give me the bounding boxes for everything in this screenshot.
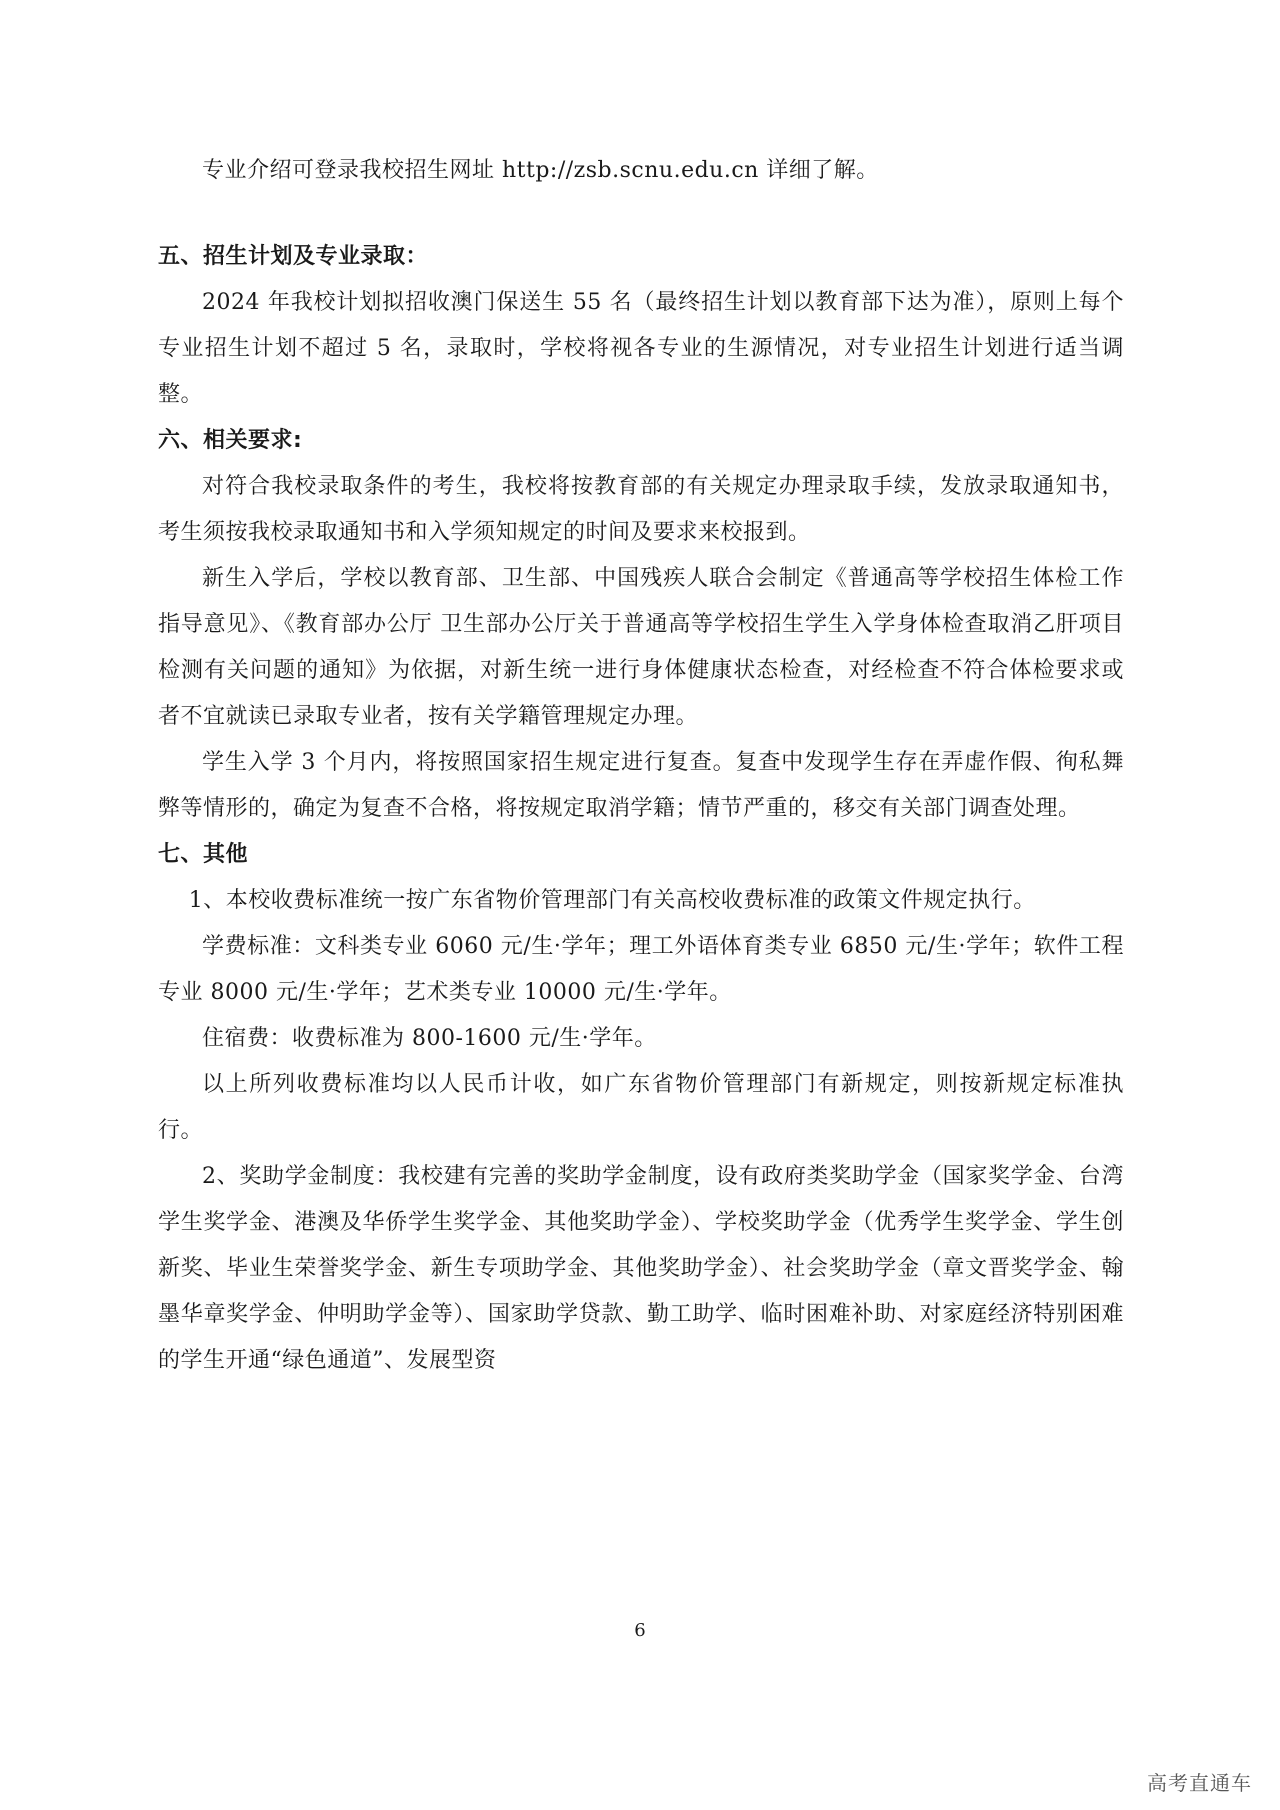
section-7-paragraph-3: 住宿费：收费标准为 800-1600 元/生·学年。 bbox=[202, 1026, 657, 1051]
watermark-text: 高考直通车 bbox=[1147, 1771, 1252, 1795]
section-7-paragraph-2: 学费标准：文科类专业 6060 元/生·学年；理工外语体育类专业 6850 元/生·学年；软件工程专业 8000 元/生·学年；艺术类专业 10000 元/生·学年。 bbox=[158, 934, 1124, 1005]
section-7-paragraph-5: 2、奖助学金制度：我校建有完善的奖助学金制度，设有政府类奖助学金（国家奖学金、台湾学生奖学金、港澳及华侨学生奖学金、其他奖助学金）、学校奖助学金（优秀学生奖学金、学生创新奖、毕业生荣誉奖学金、新生专项助学金、其他奖助学金）、社会奖助学金（章文晋奖学金、翰墨华章奖学金、仲明助学金等）、国家助学贷款、勤工助学、临时困难补助、对家庭经济特别困难的学生开通“绿色通道”、发展型资 bbox=[158, 1164, 1124, 1373]
section-7-paragraph-4: 以上所列收费标准均以人民币计收，如广东省物价管理部门有新规定，则按新规定标准执行。 bbox=[158, 1072, 1124, 1143]
section-7-heading: 七、其他 bbox=[158, 842, 249, 867]
intro-paragraph: 专业介绍可登录我校招生网址 http://zsb.scnu.edu.cn 详细了解。 bbox=[202, 158, 879, 183]
section-6-heading: 六、相关要求: bbox=[158, 428, 303, 453]
section-5-heading: 五、招生计划及专业录取： bbox=[158, 244, 429, 269]
document-body bbox=[158, 148, 1124, 1384]
section-7-paragraph-1: 1、本校收费标准统一按广东省物价管理部门有关高校收费标准的政策文件规定执行。 bbox=[188, 888, 1036, 913]
section-6-paragraph-1: 对符合我校录取条件的考生，我校将按教育部的有关规定办理录取手续，发放录取通知书，考生须按我校录取通知书和入学须知规定的时间及要求来校报到。 bbox=[158, 474, 1124, 545]
section-6-paragraph-3: 学生入学 3 个月内，将按照国家招生规定进行复查。复查中发现学生存在弄虚作假、徇私舞弊等情形的，确定为复查不合格，将按规定取消学籍；情节严重的，移交有关部门调查处理。 bbox=[158, 750, 1124, 821]
section-5-paragraph-1: 2024 年我校计划拟招收澳门保送生 55 名（最终招生计划以教育部下达为准），原则上每个专业招生计划不超过 5 名，录取时，学校将视各专业的生源情况，对专业招生计划进行适当调整。 bbox=[158, 290, 1124, 407]
section-6-paragraph-2: 新生入学后，学校以教育部、卫生部、中国残疾人联合会制定《普通高等学校招生体检工作指导意见》、《教育部办公厅 卫生部办公厅关于普通高等学校招生学生入学身体检查取消乙肝项目检测有关问题的通知》为依据，对新生统一进行身体健康状态检查，对经检查不符合体检要求或者不宜就读已录取专业者，按有关学籍管理规定办理。 bbox=[158, 566, 1124, 729]
page-number: 6 bbox=[634, 1620, 646, 1641]
